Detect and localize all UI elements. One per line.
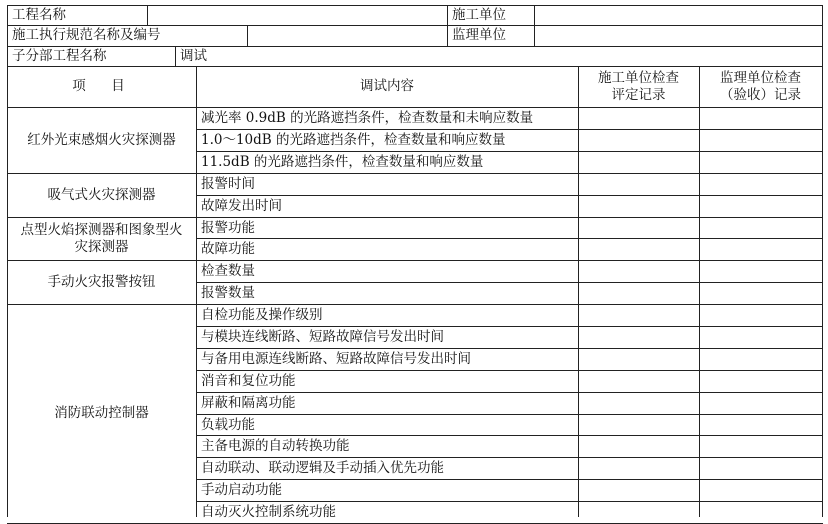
supervision-record-cell[interactable] (699, 370, 822, 392)
test-content-cell: 消音和复位功能 (201, 372, 296, 389)
test-content-cell: 故障功能 (201, 240, 255, 257)
test-content-cell: 自动灭火控制系统功能 (201, 503, 336, 520)
column-header-supervision-check: 监理单位检查（验收）记录 (720, 69, 801, 103)
test-content-cell: 1.0～10dB 的光路遮挡条件，检查数量和响应数量 (201, 131, 506, 148)
item-name-cell: 点型火焰探测器和图象型火灾探测器 (20, 222, 183, 255)
test-content-cell: 负载功能 (201, 416, 255, 433)
construction-record-cell[interactable] (578, 217, 699, 239)
supervision-record-cell[interactable] (699, 435, 822, 457)
construction-unit-value[interactable] (534, 5, 822, 25)
construction-record-cell[interactable] (578, 457, 699, 479)
supervision-record-cell[interactable] (699, 173, 822, 195)
sub-project-label: 子分部工程名称 (12, 47, 107, 64)
column-header-item: 项 目 (72, 78, 131, 95)
sub-project-value: 调试 (180, 47, 207, 64)
construction-record-cell[interactable] (578, 107, 699, 129)
column-header-content: 调试内容 (360, 78, 414, 95)
construction-record-cell[interactable] (578, 392, 699, 414)
supervision-record-cell[interactable] (699, 348, 822, 370)
test-content-cell: 屏蔽和隔离功能 (201, 394, 296, 411)
supervision-record-cell[interactable] (699, 457, 822, 479)
construction-record-cell[interactable] (578, 282, 699, 304)
test-content-cell: 检查数量 (201, 262, 255, 279)
supervision-record-cell[interactable] (699, 304, 822, 326)
supervision-unit-label: 监理单位 (452, 27, 506, 44)
test-content-cell: 主备电源的自动转换功能 (201, 437, 350, 454)
standard-label: 施工执行规范名称及编号 (12, 27, 161, 44)
test-content-cell: 自检功能及操作级别 (201, 306, 323, 323)
item-name-cell: 红外光束感烟火灾探测器 (27, 131, 176, 148)
standard-value[interactable] (247, 25, 447, 46)
construction-record-cell[interactable] (578, 238, 699, 260)
supervision-record-cell[interactable] (699, 238, 822, 260)
test-content-cell: 报警功能 (201, 219, 255, 236)
test-content-cell: 与模块连线断路、短路故障信号发出时间 (201, 328, 444, 345)
project-name-label: 工程名称 (12, 6, 66, 23)
test-content-cell: 自动联动、联动逻辑及手动插入优先功能 (201, 459, 444, 476)
test-content-cell: 故障发出时间 (201, 197, 282, 214)
project-name-value[interactable] (147, 5, 447, 25)
test-content-cell: 手动启动功能 (201, 481, 282, 498)
construction-unit-label: 施工单位 (452, 6, 506, 23)
supervision-record-cell[interactable] (699, 107, 822, 129)
construction-record-cell[interactable] (578, 151, 699, 173)
supervision-record-cell[interactable] (699, 479, 822, 501)
construction-record-cell[interactable] (578, 326, 699, 348)
test-content-cell: 与备用电源连线断路、短路故障信号发出时间 (201, 350, 471, 367)
supervision-record-cell[interactable] (699, 392, 822, 414)
construction-record-cell[interactable] (578, 479, 699, 501)
item-name-cell: 吸气式火灾探测器 (47, 186, 156, 203)
item-name-cell: 消防联动控制器 (54, 405, 149, 422)
test-content-cell: 报警数量 (201, 284, 255, 301)
construction-record-cell[interactable] (578, 173, 699, 195)
supervision-record-cell[interactable] (699, 217, 822, 239)
test-content-cell: 11.5dB 的光路遮挡条件，检查数量和响应数量 (201, 153, 484, 170)
construction-record-cell[interactable] (578, 304, 699, 326)
construction-record-cell[interactable] (578, 435, 699, 457)
supervision-record-cell[interactable] (699, 414, 822, 436)
supervision-record-cell[interactable] (699, 195, 822, 217)
construction-record-cell[interactable] (578, 195, 699, 217)
construction-record-cell[interactable] (578, 348, 699, 370)
test-content-cell: 报警时间 (201, 175, 255, 192)
supervision-unit-value[interactable] (534, 25, 822, 46)
item-name-cell: 手动火灾报警按钮 (47, 273, 156, 290)
construction-record-cell[interactable] (578, 129, 699, 151)
column-header-construction-check: 施工单位检查评定记录 (598, 69, 679, 103)
supervision-record-cell[interactable] (699, 151, 822, 173)
test-content-cell: 减光率 0.9dB 的光路遮挡条件，检查数量和未响应数量 (201, 109, 534, 126)
supervision-record-cell[interactable] (699, 260, 822, 282)
supervision-record-cell[interactable] (699, 129, 822, 151)
construction-record-cell[interactable] (578, 414, 699, 436)
supervision-record-cell[interactable] (699, 326, 822, 348)
construction-record-cell[interactable] (578, 260, 699, 282)
supervision-record-cell[interactable] (699, 282, 822, 304)
construction-record-cell[interactable] (578, 370, 699, 392)
